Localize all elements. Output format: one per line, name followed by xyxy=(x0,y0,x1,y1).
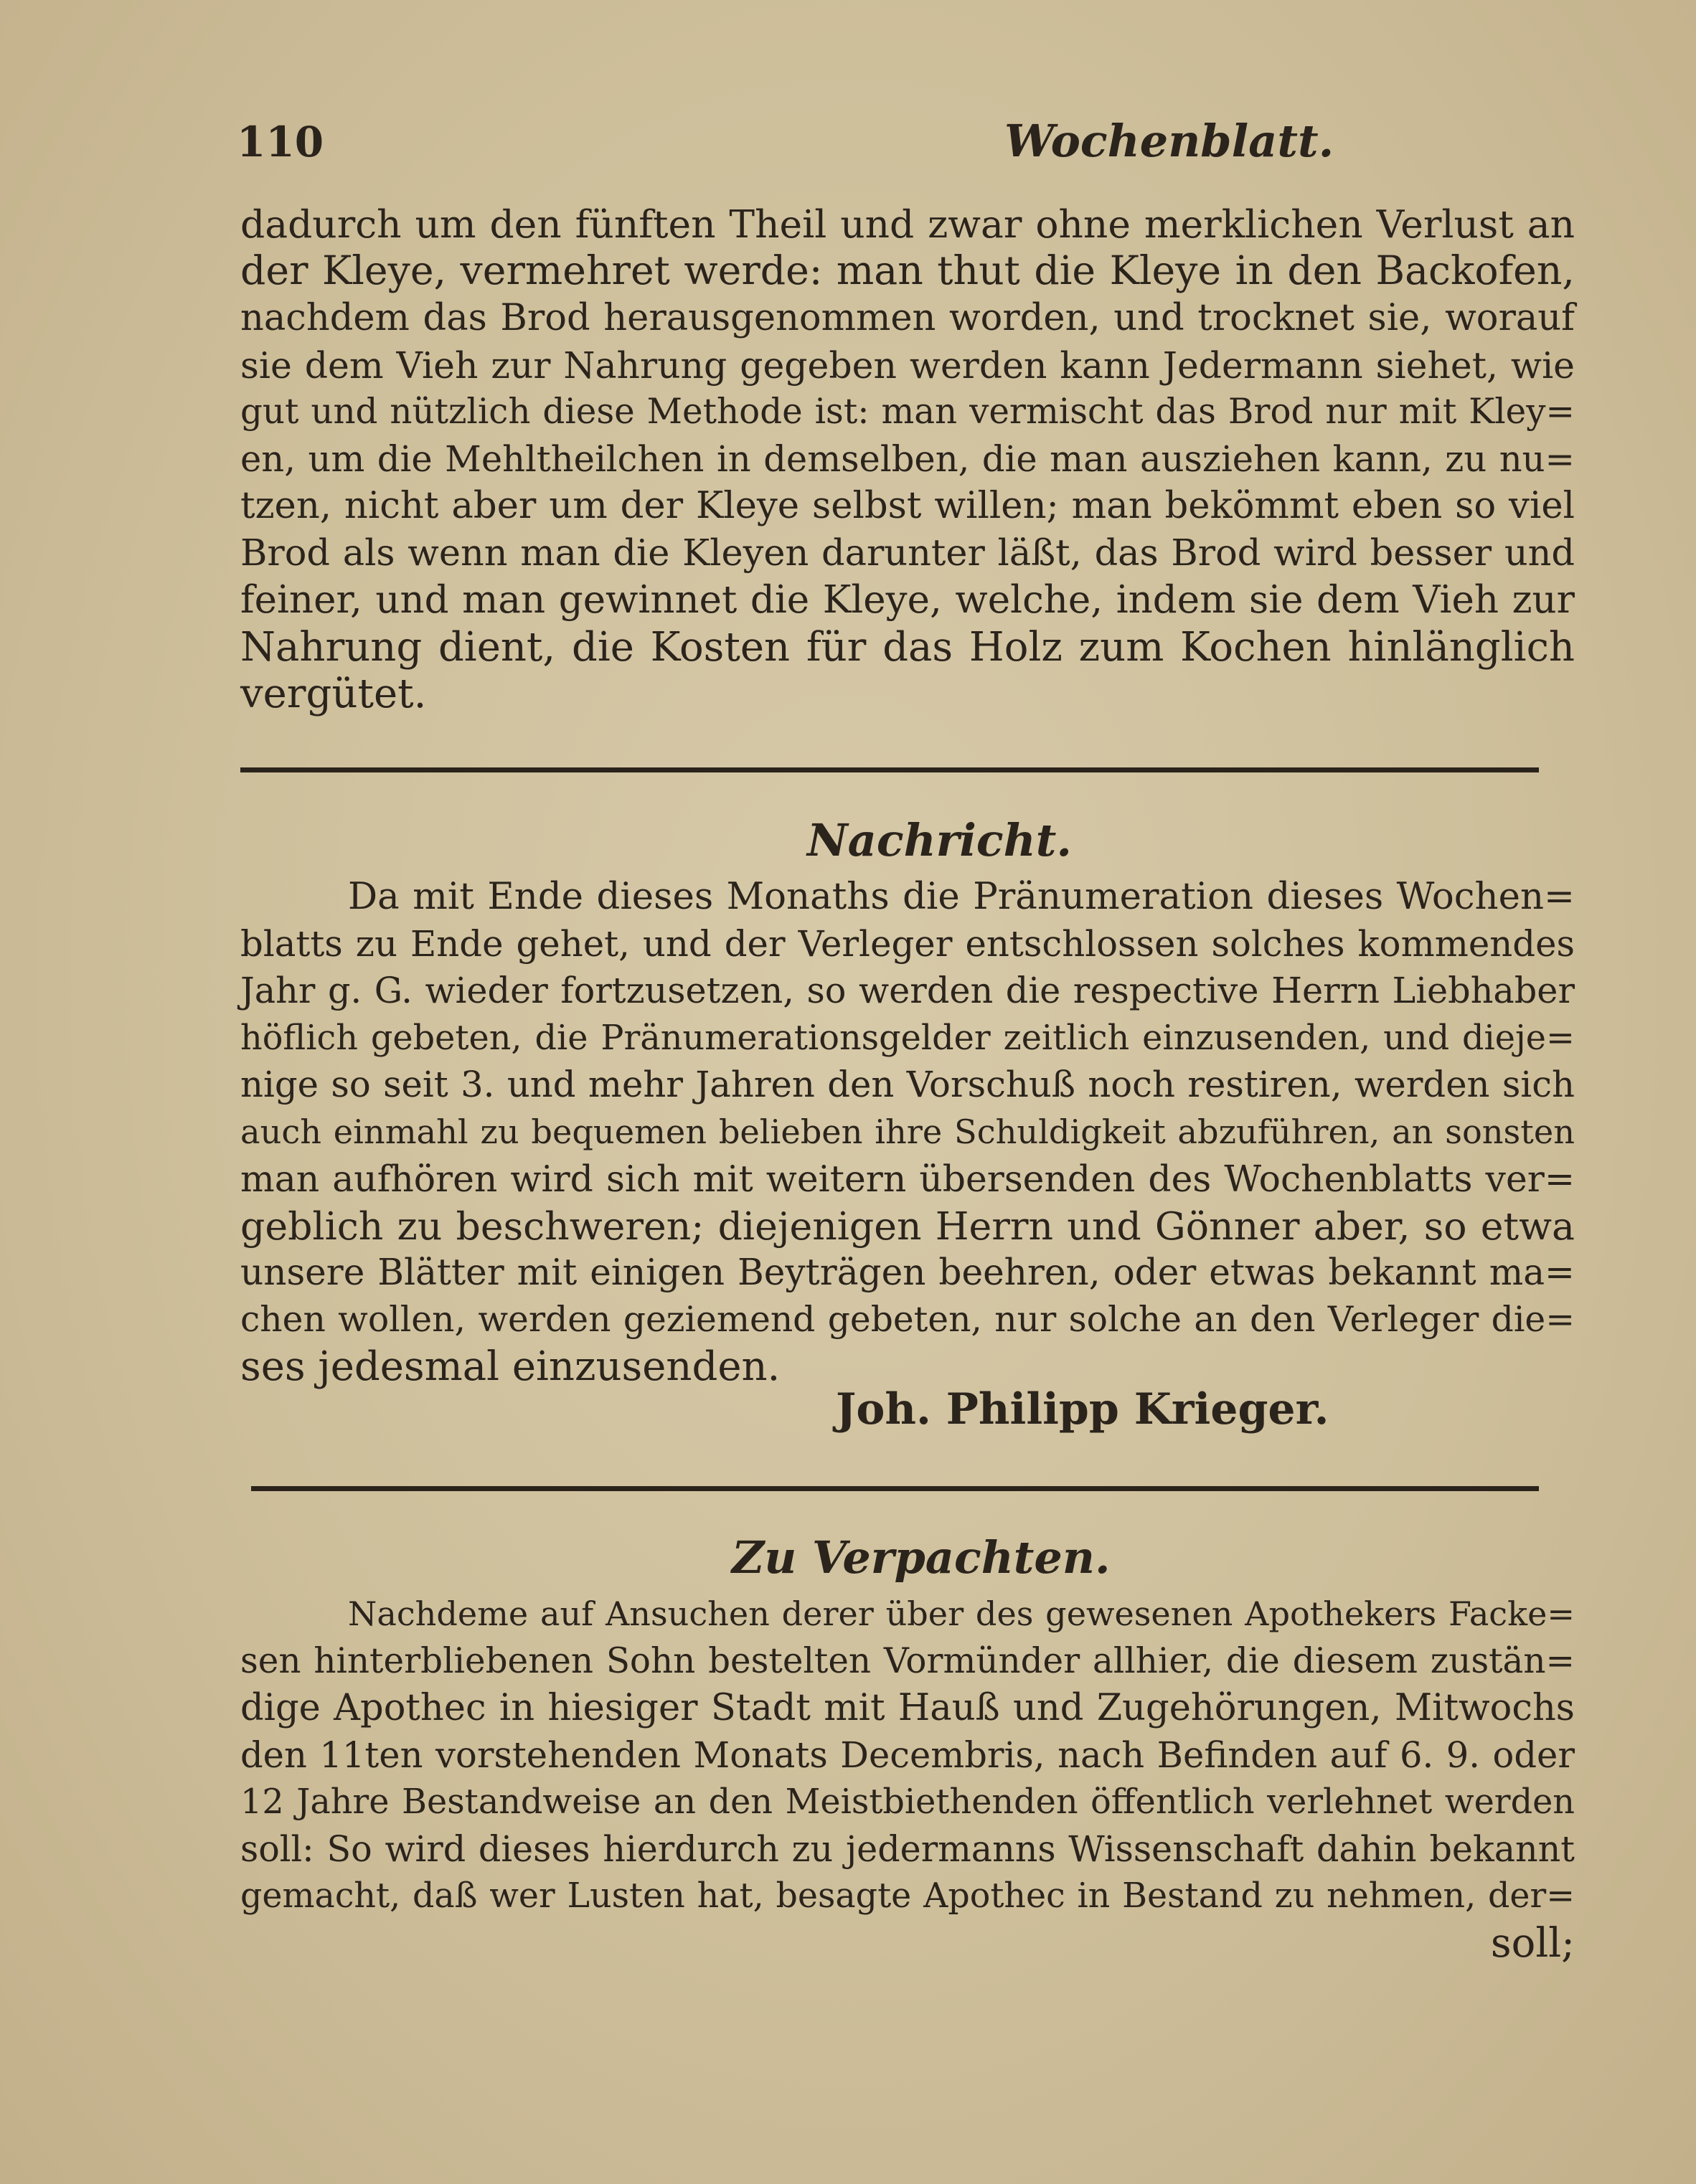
text-line: geblich zu beschweren; diejenigen Herrn und Gönner aber, so etwa xyxy=(240,1203,1575,1249)
text-line: sie dem Vieh zur Nahrung gegeben werden kann Jedermann siehet, wie xyxy=(240,344,1575,387)
text-line: nige so seit 3. und mehr Jahren den Vorschuß noch restiren, werden sich xyxy=(240,1064,1575,1105)
text-line: sen hinterbliebenen Sohn bestelten Vormünder allhier, die diesem zustän= xyxy=(240,1640,1575,1681)
text-line: Da mit Ende dieses Monaths die Pränumeration dieses Wochen= xyxy=(348,875,1575,918)
text-line: ses jedesmal einzusenden. xyxy=(240,1343,781,1390)
text-line: man aufhören wird sich mit weitern übersenden des Wochenblatts ver= xyxy=(240,1158,1575,1200)
running-title: Wochenblatt. xyxy=(1004,115,1334,167)
paragraph-continuation xyxy=(240,201,1575,718)
text-line: en, um die Mehltheilchen in demselben, die man ausziehen kann, zu nu= xyxy=(240,438,1575,480)
text-line: blatts zu Ende gehet, und der Verleger entschlossen solches kommendes xyxy=(240,922,1575,965)
text-line: Nachdeme auf Ansuchen derer über des gewesenen Apothekers Facke= xyxy=(348,1594,1575,1633)
text-line: gemacht, daß wer Lusten hat, besagte Apothec in Bestand zu nehmen, der= xyxy=(240,1876,1575,1916)
paragraph-verpachten xyxy=(240,1591,1575,1967)
section-divider xyxy=(251,1486,1539,1491)
section-heading-zu-verpachten: Zu Verpachten. xyxy=(732,1531,1111,1584)
signature: Joh. Philipp Krieger. xyxy=(836,1384,1329,1434)
text-line: nachdem das Brod herausgenommen worden, und trocknet sie, worauf xyxy=(240,297,1575,339)
text-line: dadurch um den fünften Theil und zwar ohne merklichen Verlust an xyxy=(240,202,1575,247)
section-divider xyxy=(240,767,1539,772)
text-line: 12 Jahre Bestandweise an den Meistbiethenden öffentlich verlehnet werden xyxy=(240,1782,1575,1822)
text-line: den 11ten vorstehenden Monats Decembris, nach Befinden auf 6. 9. oder xyxy=(240,1734,1575,1776)
text-line: chen wollen, werden geziemend gebeten, nur solche an den Verleger die= xyxy=(240,1299,1575,1340)
text-line: feiner, und man gewinnet die Kleye, welche, indem sie dem Vieh zur xyxy=(240,577,1575,622)
text-line: gut und nützlich diese Methode ist: man vermischt das Brod nur mit Kley= xyxy=(240,392,1575,432)
catchword: soll; xyxy=(1490,1919,1575,1967)
text-line: vergütet. xyxy=(240,671,427,717)
text-line: Jahr g. G. wieder fortzusetzen, so werden die respective Herrn Liebhaber xyxy=(240,970,1575,1011)
text-line: höflich gebeten, die Pränumerationsgelder zeitlich einzusenden, und dieje= xyxy=(240,1018,1575,1058)
text-line: tzen, nicht aber um der Kleye selbst willen; man bekömmt eben so viel xyxy=(240,484,1575,527)
text-line: unsere Blätter mit einigen Beyträgen beehren, oder etwas bekannt ma= xyxy=(240,1252,1575,1293)
page-number: 110 xyxy=(237,118,324,166)
page-header xyxy=(237,108,1578,165)
text-line: auch einmahl zu bequemen belieben ihre Schuldigkeit abzuführen, an sonsten xyxy=(240,1112,1575,1151)
paragraph-nachricht xyxy=(240,874,1575,1391)
text-line: dige Apothec in hiesiger Stadt mit Hauß und Zugehörungen, Mitwochs xyxy=(240,1687,1575,1729)
section-heading-nachricht: Nachricht. xyxy=(807,814,1072,866)
text-line: Nahrung dient, die Kosten für das Holz zum Kochen hinlänglich xyxy=(240,623,1575,671)
text-line: Brod als wenn man die Kleyen darunter läßt, das Brod wird besser und xyxy=(240,531,1575,575)
text-line: der Kleye, vermehret werde: man thut die Kleye in den Backofen, xyxy=(240,247,1575,294)
text-line: soll: So wird dieses hierdurch zu jedermanns Wissenschaft dahin bekannt xyxy=(240,1828,1575,1870)
